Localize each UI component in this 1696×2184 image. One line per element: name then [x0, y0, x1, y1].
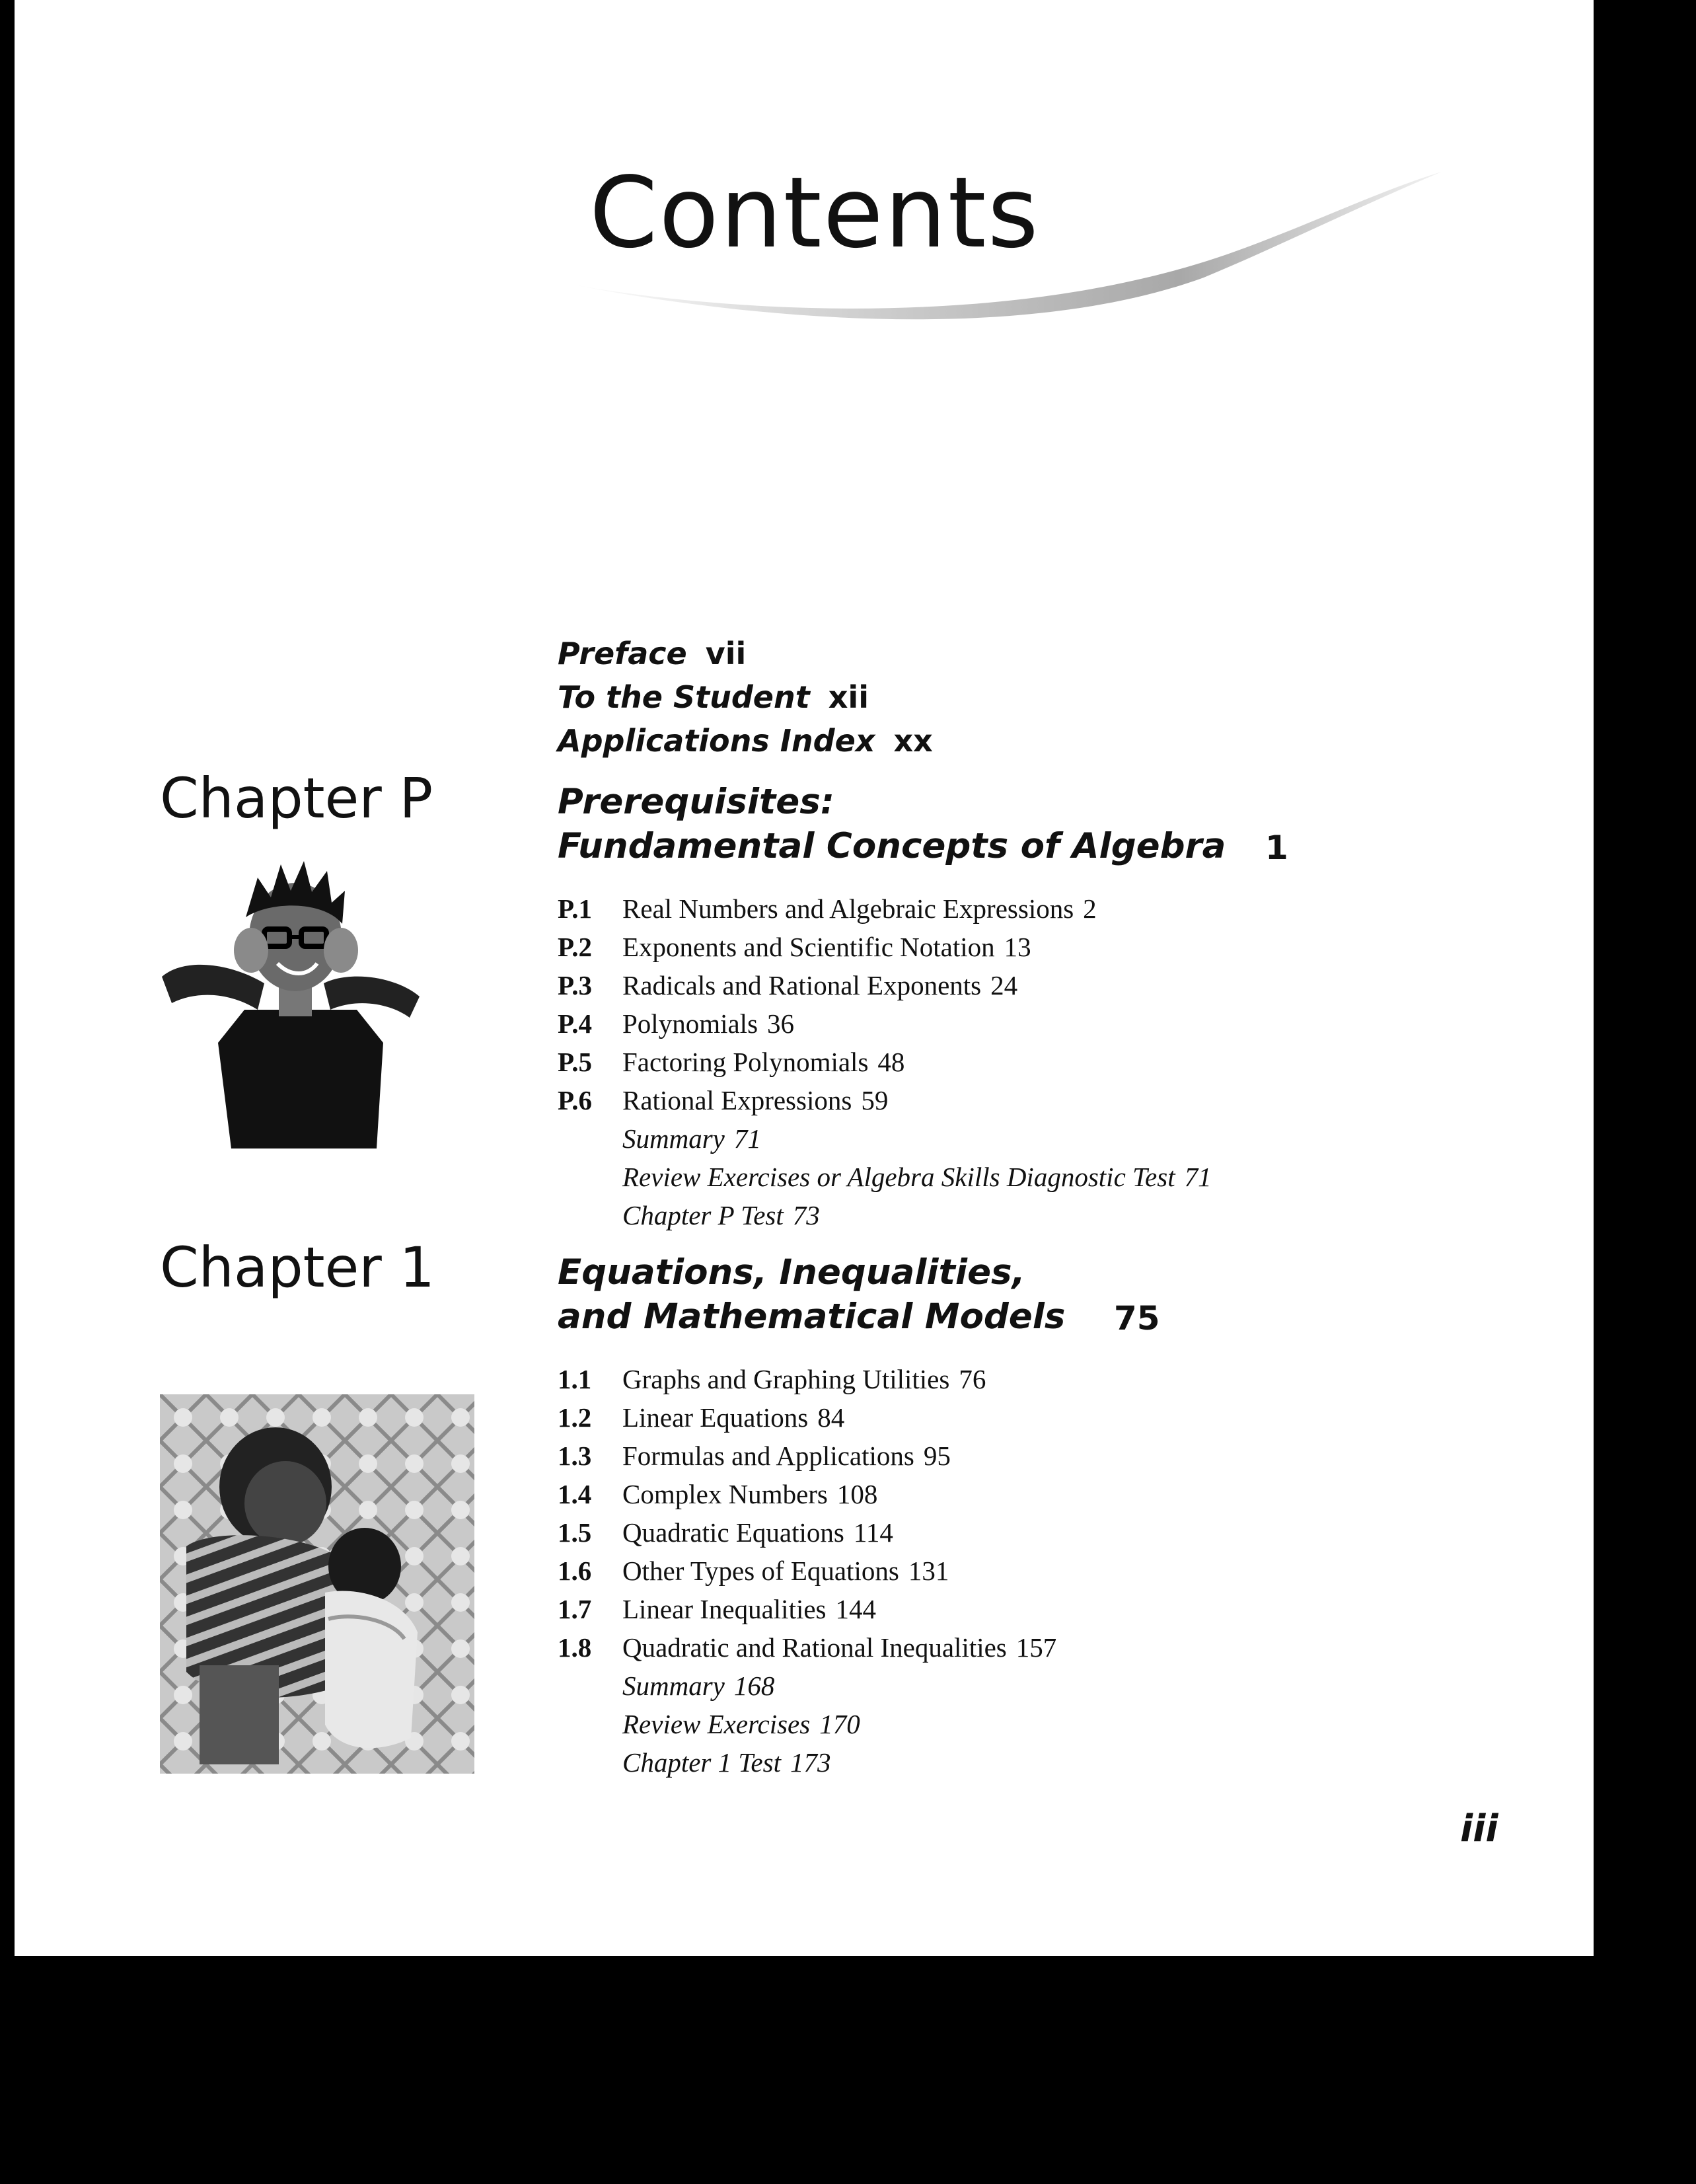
- toc-front-matter-item[interactable]: [558, 679, 869, 715]
- section-title: Formulas and Applications: [622, 1441, 914, 1471]
- section-number: 1.3: [558, 1441, 592, 1471]
- toc-section-row[interactable]: [558, 1404, 844, 1431]
- toc-section-row[interactable]: [558, 1366, 986, 1393]
- toc-entry-label: Preface: [558, 636, 687, 671]
- section-number: 1.7: [558, 1594, 592, 1624]
- extra-page: 71: [733, 1123, 761, 1154]
- section-page: 144: [835, 1594, 877, 1624]
- extra-title: Review Exercises or Algebra Skills Diagnostic Test: [622, 1162, 1175, 1192]
- chapter-page-number: 75: [1114, 1299, 1160, 1337]
- section-page: 157: [1015, 1632, 1057, 1663]
- chapter-title-line: and Mathematical Models: [558, 1297, 1066, 1337]
- section-title: Real Numbers and Algebraic Expressions: [622, 893, 1074, 924]
- section-number: 1.1: [558, 1364, 592, 1394]
- section-title: Polynomials: [622, 1008, 758, 1039]
- section-page: 36: [767, 1008, 795, 1039]
- section-page: 76: [959, 1364, 986, 1394]
- toc-section-row[interactable]: [558, 895, 1097, 923]
- chapter-title-line: Prerequisites:: [558, 782, 834, 822]
- section-title: Exponents and Scientific Notation: [622, 932, 995, 962]
- extra-page: 168: [733, 1671, 775, 1701]
- chapter-title-line: Equations, Inequalities,: [558, 1252, 1025, 1293]
- section-title: Graphs and Graphing Utilities: [622, 1364, 950, 1394]
- toc-entry-label: Applications Index: [558, 723, 875, 759]
- toc-extra-row[interactable]: [622, 1202, 820, 1229]
- toc-entry-page: xx: [893, 723, 933, 759]
- page-number: iii: [1460, 1807, 1498, 1850]
- section-number: 1.8: [558, 1632, 592, 1663]
- chapter-label: Chapter P: [160, 766, 433, 831]
- extra-title: Summary: [622, 1671, 725, 1701]
- toc-extra-row[interactable]: [622, 1749, 830, 1776]
- toc-entry-label: To the Student: [558, 679, 810, 715]
- toc-section-row[interactable]: [558, 1558, 949, 1585]
- section-title: Linear Inequalities: [622, 1594, 827, 1624]
- section-number: 1.2: [558, 1402, 592, 1433]
- toc-section-row[interactable]: [558, 1519, 893, 1546]
- chapter-1-photo: [160, 1394, 474, 1774]
- toc-section-row[interactable]: [558, 1596, 876, 1623]
- extra-title: Review Exercises: [622, 1709, 811, 1739]
- extra-page: 173: [790, 1747, 831, 1778]
- section-number: P.4: [558, 1008, 593, 1039]
- toc-section-row[interactable]: [558, 934, 1031, 961]
- section-title: Linear Equations: [622, 1402, 809, 1433]
- section-title: Radicals and Rational Exponents: [622, 970, 982, 1000]
- section-page: 131: [908, 1556, 949, 1586]
- section-number: P.1: [558, 893, 593, 924]
- section-page: 95: [923, 1441, 951, 1471]
- page-title: Contents: [589, 156, 1040, 270]
- section-number: 1.5: [558, 1517, 592, 1548]
- toc-section-row[interactable]: [558, 1634, 1056, 1661]
- chapter-page-number: 1: [1265, 829, 1288, 867]
- section-number: P.6: [558, 1085, 593, 1115]
- scan-border: [0, 152, 15, 1956]
- extra-page: 71: [1184, 1162, 1212, 1192]
- section-title: Complex Numbers: [622, 1479, 828, 1509]
- toc-extra-row[interactable]: [622, 1673, 774, 1700]
- section-number: 1.6: [558, 1556, 592, 1586]
- toc-extra-row[interactable]: [622, 1164, 1212, 1191]
- section-title: Factoring Polynomials: [622, 1047, 869, 1077]
- toc-extra-row[interactable]: [622, 1125, 761, 1152]
- chapter-label: Chapter 1: [160, 1235, 435, 1300]
- toc-section-row[interactable]: [558, 1443, 951, 1470]
- toc-section-row[interactable]: [558, 1049, 904, 1076]
- section-title: Quadratic Equations: [622, 1517, 844, 1548]
- section-number: 1.4: [558, 1479, 592, 1509]
- toc-extra-row[interactable]: [622, 1711, 860, 1738]
- section-number: P.3: [558, 970, 593, 1000]
- chapter-title-line: Fundamental Concepts of Algebra: [558, 826, 1226, 866]
- toc-entry-page: xii: [828, 679, 869, 715]
- extra-page: 170: [819, 1709, 860, 1739]
- section-page: 24: [990, 970, 1018, 1000]
- toc-entry-page: vii: [705, 636, 747, 671]
- section-page: 59: [861, 1085, 889, 1115]
- toc-section-row[interactable]: [558, 1481, 877, 1508]
- section-title: Other Types of Equations: [622, 1556, 899, 1586]
- contents-page: [15, 0, 1594, 1956]
- extra-title: Chapter 1 Test: [622, 1747, 781, 1778]
- section-number: P.2: [558, 932, 593, 962]
- section-page: 2: [1083, 893, 1097, 924]
- chapter-p-photo: [159, 845, 423, 1148]
- extra-page: 73: [792, 1200, 820, 1230]
- section-number: P.5: [558, 1047, 593, 1077]
- extra-title: Summary: [622, 1123, 725, 1154]
- section-page: 13: [1004, 932, 1031, 962]
- toc-section-row[interactable]: [558, 1087, 888, 1114]
- toc-section-row[interactable]: [558, 1010, 794, 1037]
- section-page: 108: [836, 1479, 878, 1509]
- toc-section-row[interactable]: [558, 972, 1017, 999]
- section-page: 84: [817, 1402, 845, 1433]
- section-title: Rational Expressions: [622, 1085, 852, 1115]
- toc-front-matter-item[interactable]: [558, 638, 746, 669]
- extra-title: Chapter P Test: [622, 1200, 784, 1230]
- toc-front-matter-item[interactable]: [558, 723, 933, 759]
- section-title: Quadratic and Rational Inequalities: [622, 1632, 1007, 1663]
- section-page: 114: [853, 1517, 893, 1548]
- section-page: 48: [877, 1047, 905, 1077]
